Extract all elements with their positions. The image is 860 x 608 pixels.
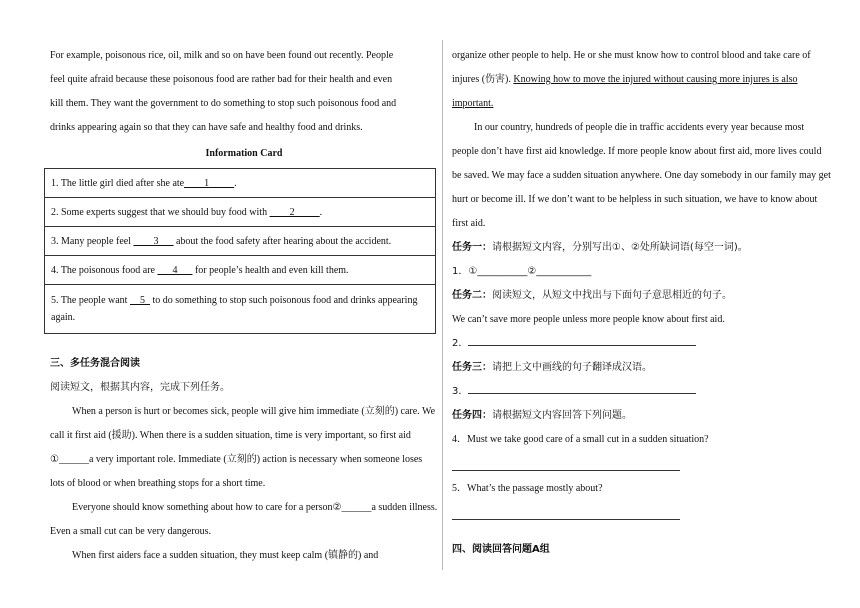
- card-blank: ____1_____: [184, 177, 235, 189]
- passage-paragraph: When a person is hurt or becomes sick, people will give him immediate (立刻的) care. We call it first aid (援助). When there is a sudden situation, time is very important, so first aid ①______a very important role. Immediate (立刻的) action is necessary when someone loses lots of blood or when breathing stops for a short time.: [50, 406, 436, 489]
- question-number: 2．: [452, 338, 469, 349]
- task-label: 任务二：: [452, 290, 492, 301]
- intro-line: feel quite afraid because these poisonous food are rather bad for their health and even: [50, 74, 393, 85]
- task-two: [452, 284, 832, 308]
- passage-paragraph: In our country, hundreds of people die in traffic accidents every year because most people don’t have first aid knowledge. If more people know about first aid, more lives could be saved. We may face a sudden situation anywhere. One day somebody in our family may get hurt or become ill. If we don’t want to be helpless in such situation, we have to know about first aid.: [452, 122, 831, 229]
- card-row: [45, 198, 436, 227]
- intro-line: kill them. They want the government to do something to stop such poisonous food and: [50, 98, 397, 109]
- card-row: [45, 227, 436, 256]
- section-heading: 四、阅读回答问题A组: [452, 544, 550, 555]
- card-row-end: to do something to stop such poisonous food and drinks appearing again.: [51, 295, 418, 323]
- card-row-end: about the food safety after hearing about the accident.: [173, 235, 392, 247]
- card-row-text: 1. The little girl died after she ate: [51, 177, 185, 189]
- task-text: 请把上文中画线的句子翻译成汉语。: [492, 362, 652, 373]
- column-divider: [442, 40, 443, 570]
- answer-blank-4[interactable]: [452, 452, 680, 471]
- task-label: 任务三：: [452, 362, 492, 373]
- card-blank: ____3___: [133, 235, 174, 247]
- card-row: [45, 285, 436, 334]
- answer-line-2[interactable]: [452, 332, 832, 356]
- task-text: 请根据短文内容，分别写出①、②处所缺词语(每空一词)。: [492, 242, 748, 253]
- answer-blank-5[interactable]: [452, 501, 680, 520]
- answer-blank[interactable]: [468, 333, 696, 346]
- left-column: [50, 44, 438, 568]
- task-four: [452, 404, 832, 428]
- task-one: [452, 236, 832, 260]
- underlined-sentence: Knowing how to move the injured without causing more injures is also important.: [452, 74, 798, 109]
- information-card-table: [44, 168, 436, 334]
- answer-line-3[interactable]: [452, 380, 832, 404]
- card-row-text: 5. The people want: [51, 295, 130, 306]
- question-5: 5．What’s the passage mostly about?: [452, 483, 603, 494]
- card-row-text: 3. Many people feel: [51, 235, 134, 247]
- section-instruction: 阅读短文，根据其内容，完成下列任务。: [50, 382, 230, 393]
- intro-line: drinks appearing again so that they can have safe and healthy food and drinks.: [50, 122, 363, 133]
- question-number: 3．: [452, 386, 469, 397]
- right-column: [452, 44, 832, 562]
- task-two-sentence: We can’t save more people unless more people know about first aid.: [452, 314, 725, 325]
- answer-line-1[interactable]: 1．①__________②___________: [452, 266, 592, 277]
- card-blank: __5_: [129, 295, 150, 306]
- card-row-end: .: [234, 177, 237, 189]
- passage-paragraph: Everyone should know something about how to care for a person②______a sudden illness. Even a small cut can be very dangerous.: [50, 502, 438, 537]
- card-blank: ___4___: [157, 264, 193, 276]
- intro-line: For example, poisonous rice, oil, milk and so on have been found out recently. People: [50, 50, 394, 61]
- answer-blank[interactable]: [468, 381, 696, 394]
- task-text: 阅读短文，从短文中找出与下面句子意思相近的句子。: [492, 290, 732, 301]
- card-row-text: 4. The poisonous food are: [51, 264, 158, 276]
- information-card-title: Information Card: [205, 148, 283, 159]
- card-blank: ____2_____: [269, 206, 320, 218]
- passage-paragraph: [452, 44, 832, 116]
- card-row: [45, 169, 436, 198]
- task-three: [452, 356, 832, 380]
- card-row-end: for people’s health and even kill them.: [192, 264, 349, 276]
- card-row-text: 2. Some experts suggest that we should buy food with: [51, 206, 270, 218]
- task-label: 任务四：: [452, 410, 492, 421]
- passage-text: organize other people to help. He or she must know how to control blood and take care of injures (伤害).: [452, 50, 811, 85]
- card-row-end: .: [319, 206, 323, 218]
- passage-paragraph: When first aiders face a sudden situation, they must keep calm (镇静的) and: [72, 550, 379, 561]
- question-4: 4．Must we take good care of a small cut in a sudden situation?: [452, 434, 709, 445]
- task-text: 请根据短文内容回答下列问题。: [492, 410, 632, 421]
- card-row: [45, 256, 436, 285]
- task-label: 任务一：: [452, 242, 492, 253]
- section-heading: 三、多任务混合阅读: [50, 358, 140, 369]
